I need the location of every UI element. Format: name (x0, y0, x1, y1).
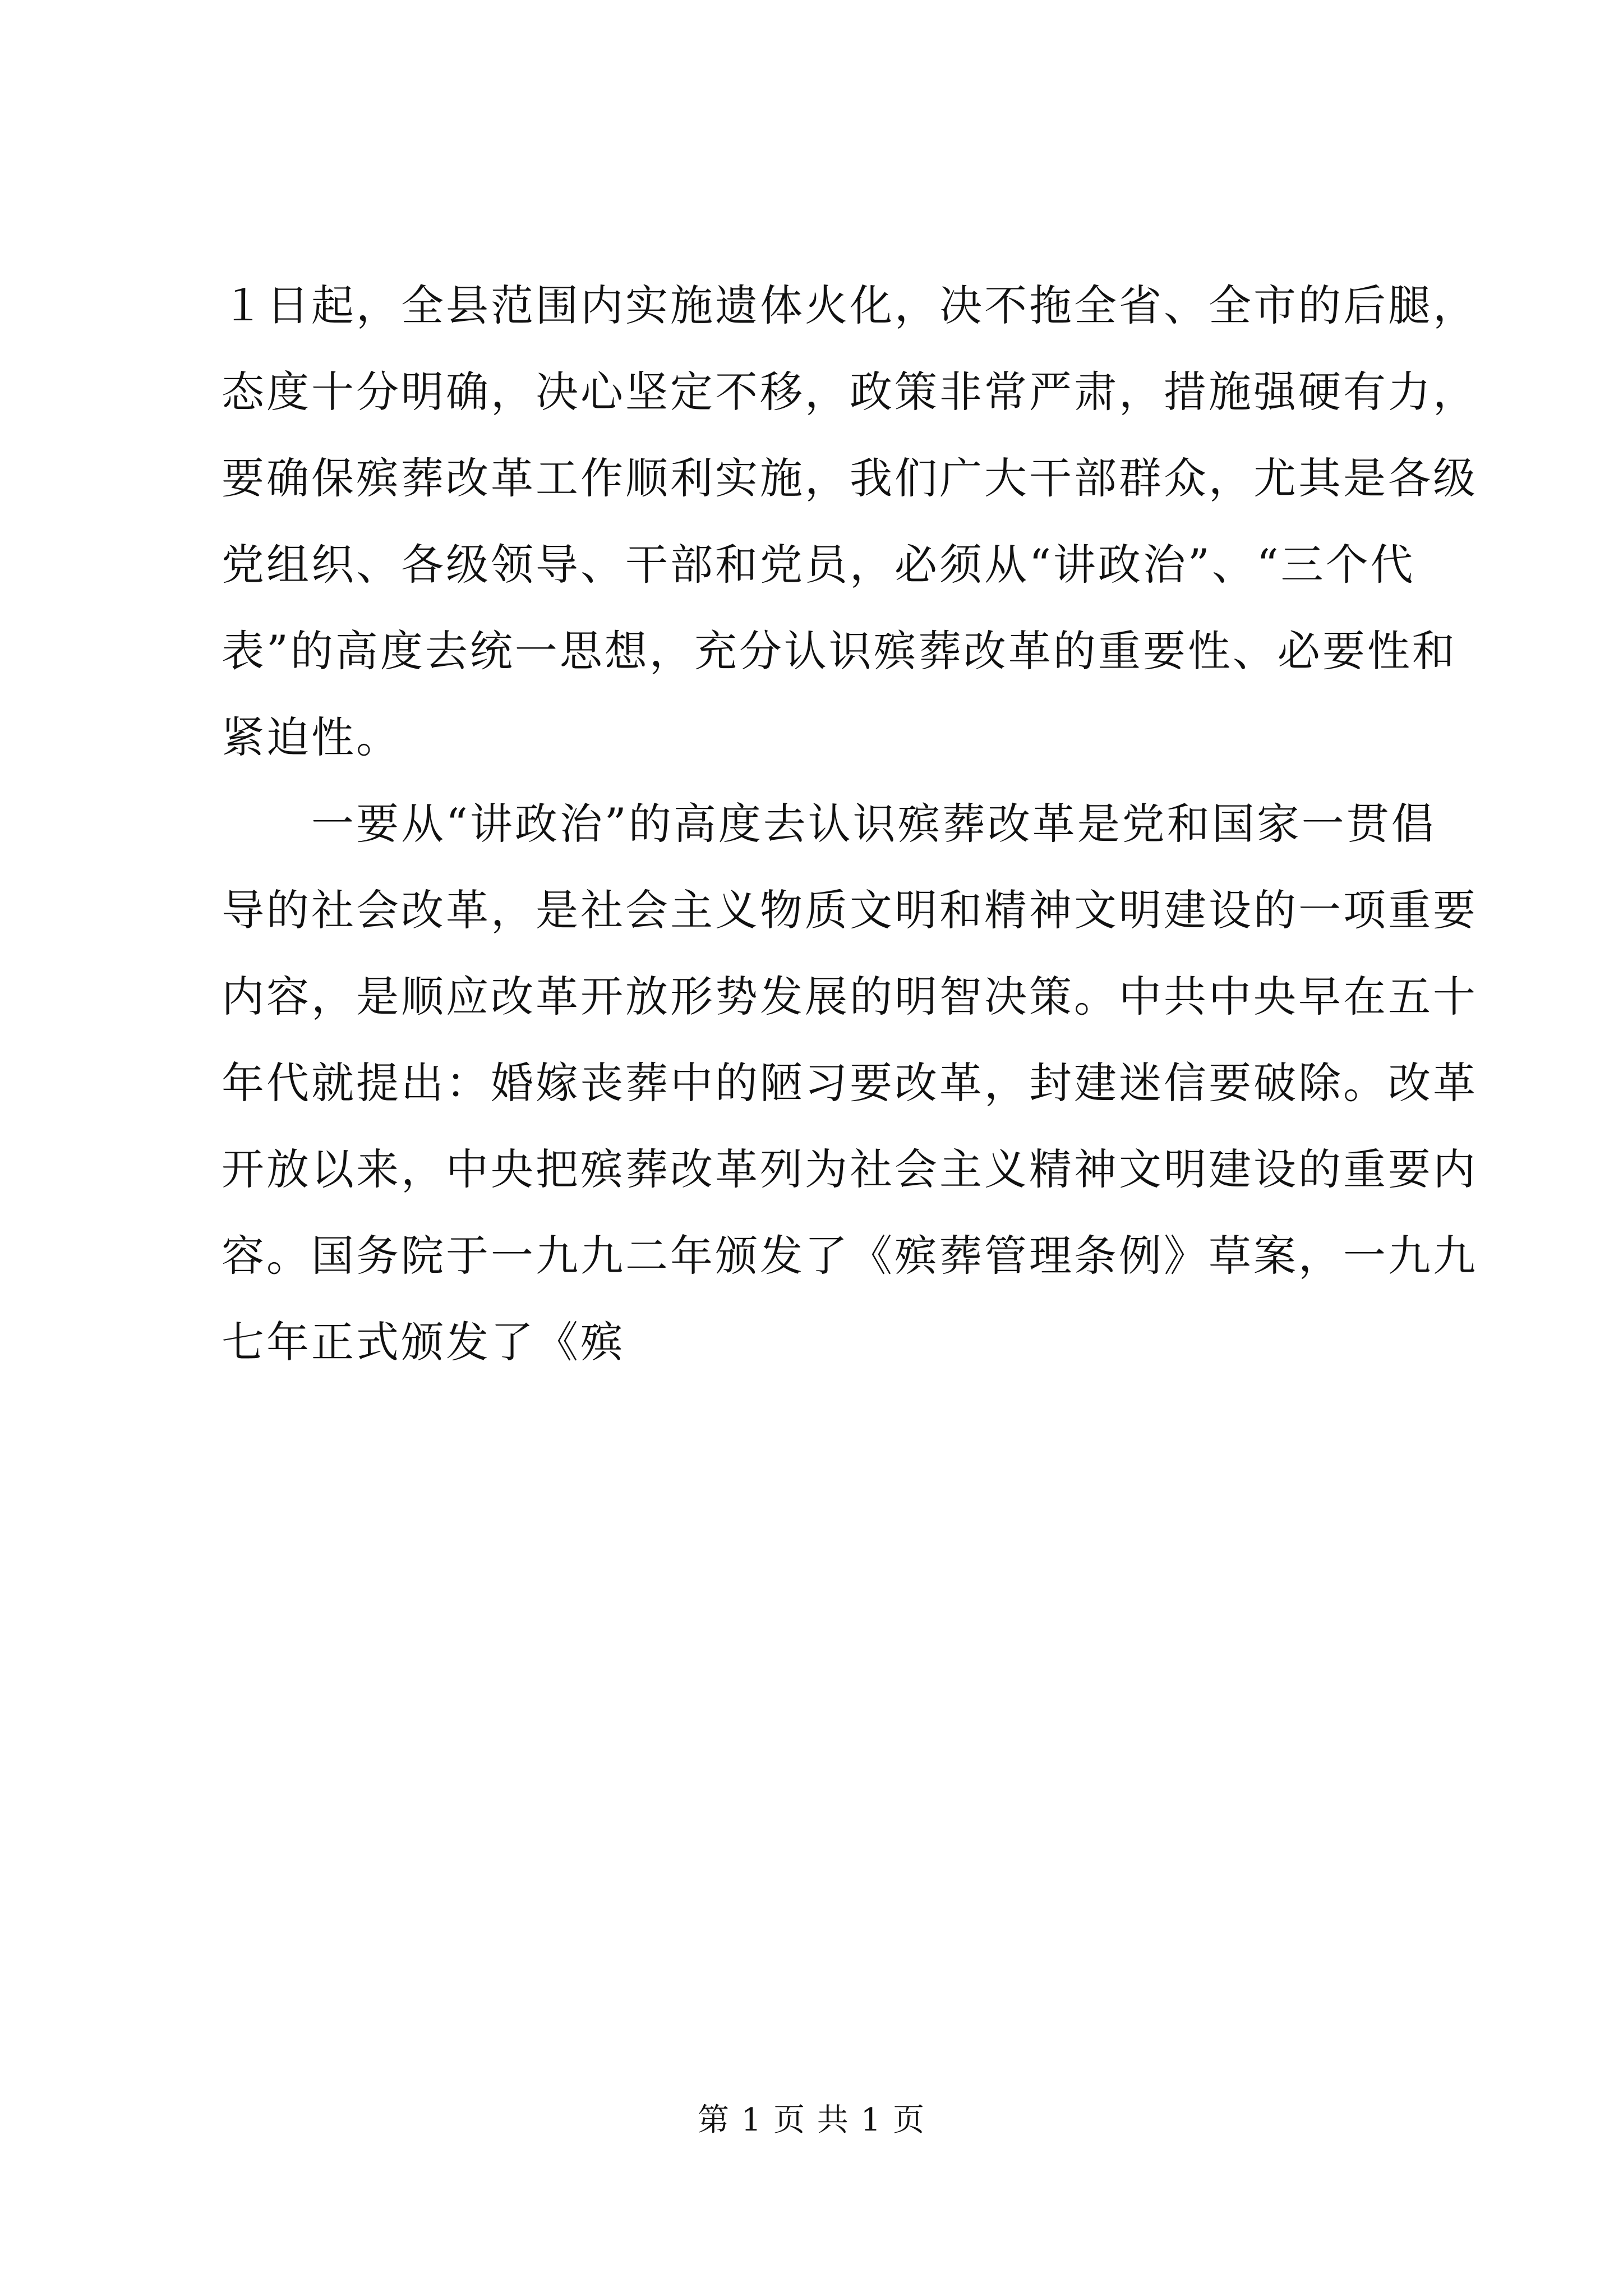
text-line: 表”的高度去统一思想，充分认识殡葬改革的重要性、必要性和 (222, 626, 1457, 676)
text-line: １日起，全县范围内实施遗体火化，决不拖全省、全市的后腿， (222, 280, 1478, 330)
text-line: 容。国务院于一九九二年颁发了《殡葬管理条例》草案，一九九 (222, 1231, 1478, 1281)
text-line: 七年正式颁发了《殡 (222, 1317, 625, 1367)
paragraph-1 (222, 263, 1478, 781)
page-footer: 第 1 页 共 1 页 (697, 2102, 926, 2138)
text-line: 紧迫性。 (222, 712, 401, 762)
text-line: 年代就提出：婚嫁丧葬中的陋习要改革，封建迷信要破除。改革 (222, 1058, 1478, 1108)
text-line: 导的社会改革，是社会主义物质文明和精神文明建设的一项重要 (222, 885, 1478, 935)
document-body (222, 263, 1478, 1386)
text-line: 一要从“讲政治”的高度去认识殡葬改革是党和国家一贯倡 (311, 799, 1436, 849)
text-line: 开放以来，中央把殡葬改革列为社会主义精神文明建设的重要内 (222, 1144, 1478, 1194)
text-line: 内容，是顺应改革开放形势发展的明智决策。中共中央早在五十 (222, 972, 1478, 1022)
text-line: 态度十分明确，决心坚定不移，政策非常严肃，措施强硬有力， (222, 367, 1478, 417)
paragraph-2 (222, 781, 1478, 1386)
text-line: 要确保殡葬改革工作顺利实施，我们广大干部群众，尤其是各级 (222, 453, 1478, 503)
text-line: 党组织、各级领导、干部和党员，必须从“讲政治”、“三个代 (222, 540, 1415, 590)
